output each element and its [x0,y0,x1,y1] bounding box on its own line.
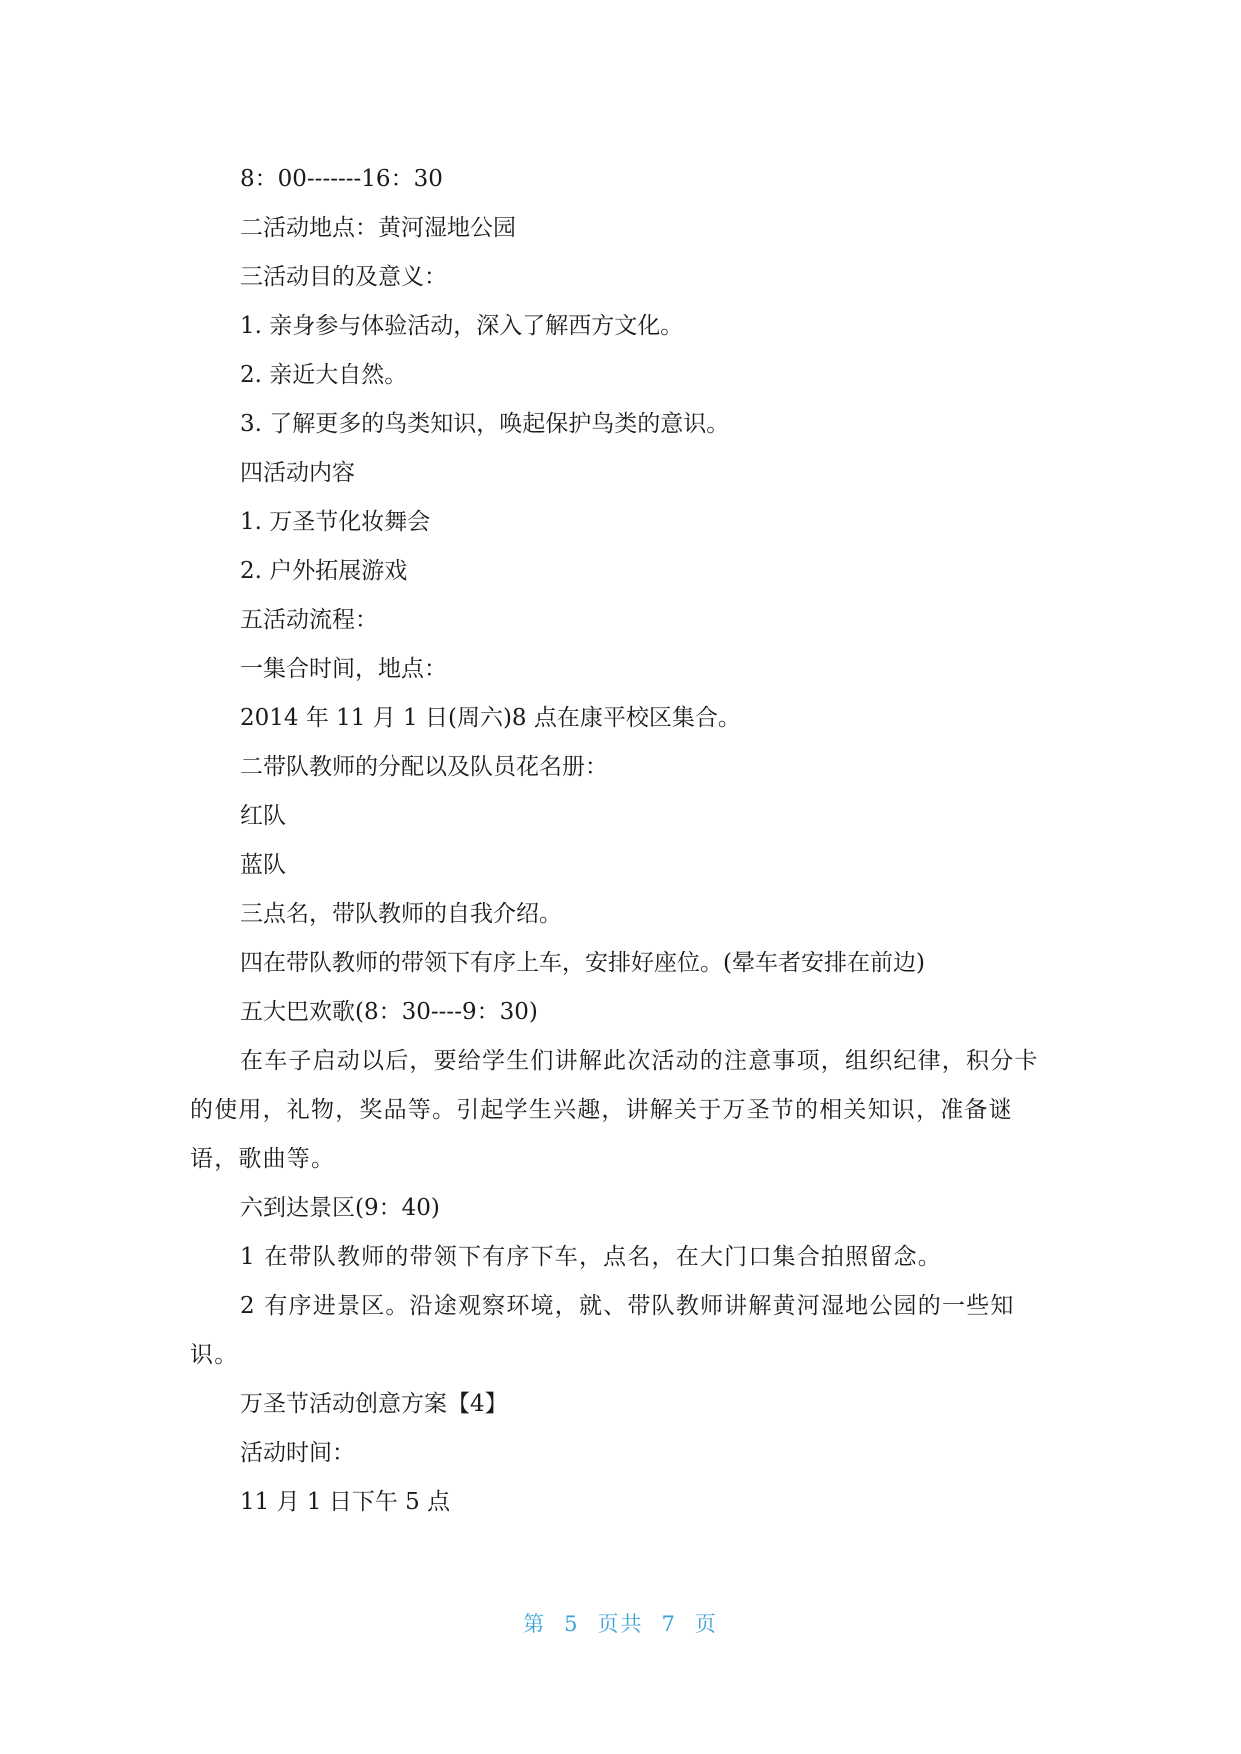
section-title: 万圣节活动创意方案【4】 [240,1391,508,1417]
purpose-item: 1. 亲身参与体验活动，深入了解西方文化。 [240,313,684,339]
team-blue: 蓝队 [240,852,286,878]
process-step: 2014 年 11 月 1 日(周六)8 点在康平校区集合。 [240,705,741,731]
purpose-item: 2. 亲近大自然。 [240,362,408,388]
process-heading: 五活动流程： [240,607,378,633]
process-step: 二带队教师的分配以及队员花名册： [240,754,608,780]
arrival-item: 1 在带队教师的带领下有序下车，点名，在大门口集合拍照留念。 [240,1244,942,1270]
process-step: 一集合时间，地点： [240,656,447,682]
purpose-item: 3. 了解更多的鸟类知识，唤起保护鸟类的意识。 [240,411,730,437]
content-heading: 四活动内容 [240,460,355,486]
page-footer [0,1608,1241,1638]
page-content [190,155,1050,1527]
process-step: 三点名，带队教师的自我介绍。 [240,901,562,927]
time-value: 11 月 1 日下午 5 点 [240,1489,451,1515]
purpose-heading: 三活动目的及意义： [240,264,447,290]
footer-suffix: 页 [694,1612,718,1636]
arrival-line: 六到达景区(9：40) [240,1195,440,1221]
time-range: 8：00-------16：30 [240,166,443,192]
footer-middle: 页共 [597,1612,644,1636]
process-step: 四在带队教师的带领下有序上车，安排好座位。(晕车者安排在前边) [240,950,925,976]
arrival-item: 2 有序进景区。沿途观察环境，就、带队教师讲解黄河湿地公园的一些知识。 [190,1293,1015,1368]
bus-paragraph: 在车子启动以后，要给学生们讲解此次活动的注意事项，组织纪律，积分卡的使用，礼物，奖品等。引起学生兴趣，讲解关于万圣节的相关知识，准备谜语，歌曲等。 [190,1048,1039,1172]
process-step: 五大巴欢歌(8：30----9：30) [240,999,538,1025]
footer-total-pages: 7 [661,1612,677,1636]
time-label: 活动时间： [240,1440,355,1466]
team-red: 红队 [240,803,286,829]
content-item: 2. 户外拓展游戏 [240,558,408,584]
content-item: 1. 万圣节化妆舞会 [240,509,431,535]
location-line: 二活动地点：黄河湿地公园 [240,215,516,241]
footer-current-page: 5 [564,1612,580,1636]
footer-prefix: 第 [523,1612,547,1636]
